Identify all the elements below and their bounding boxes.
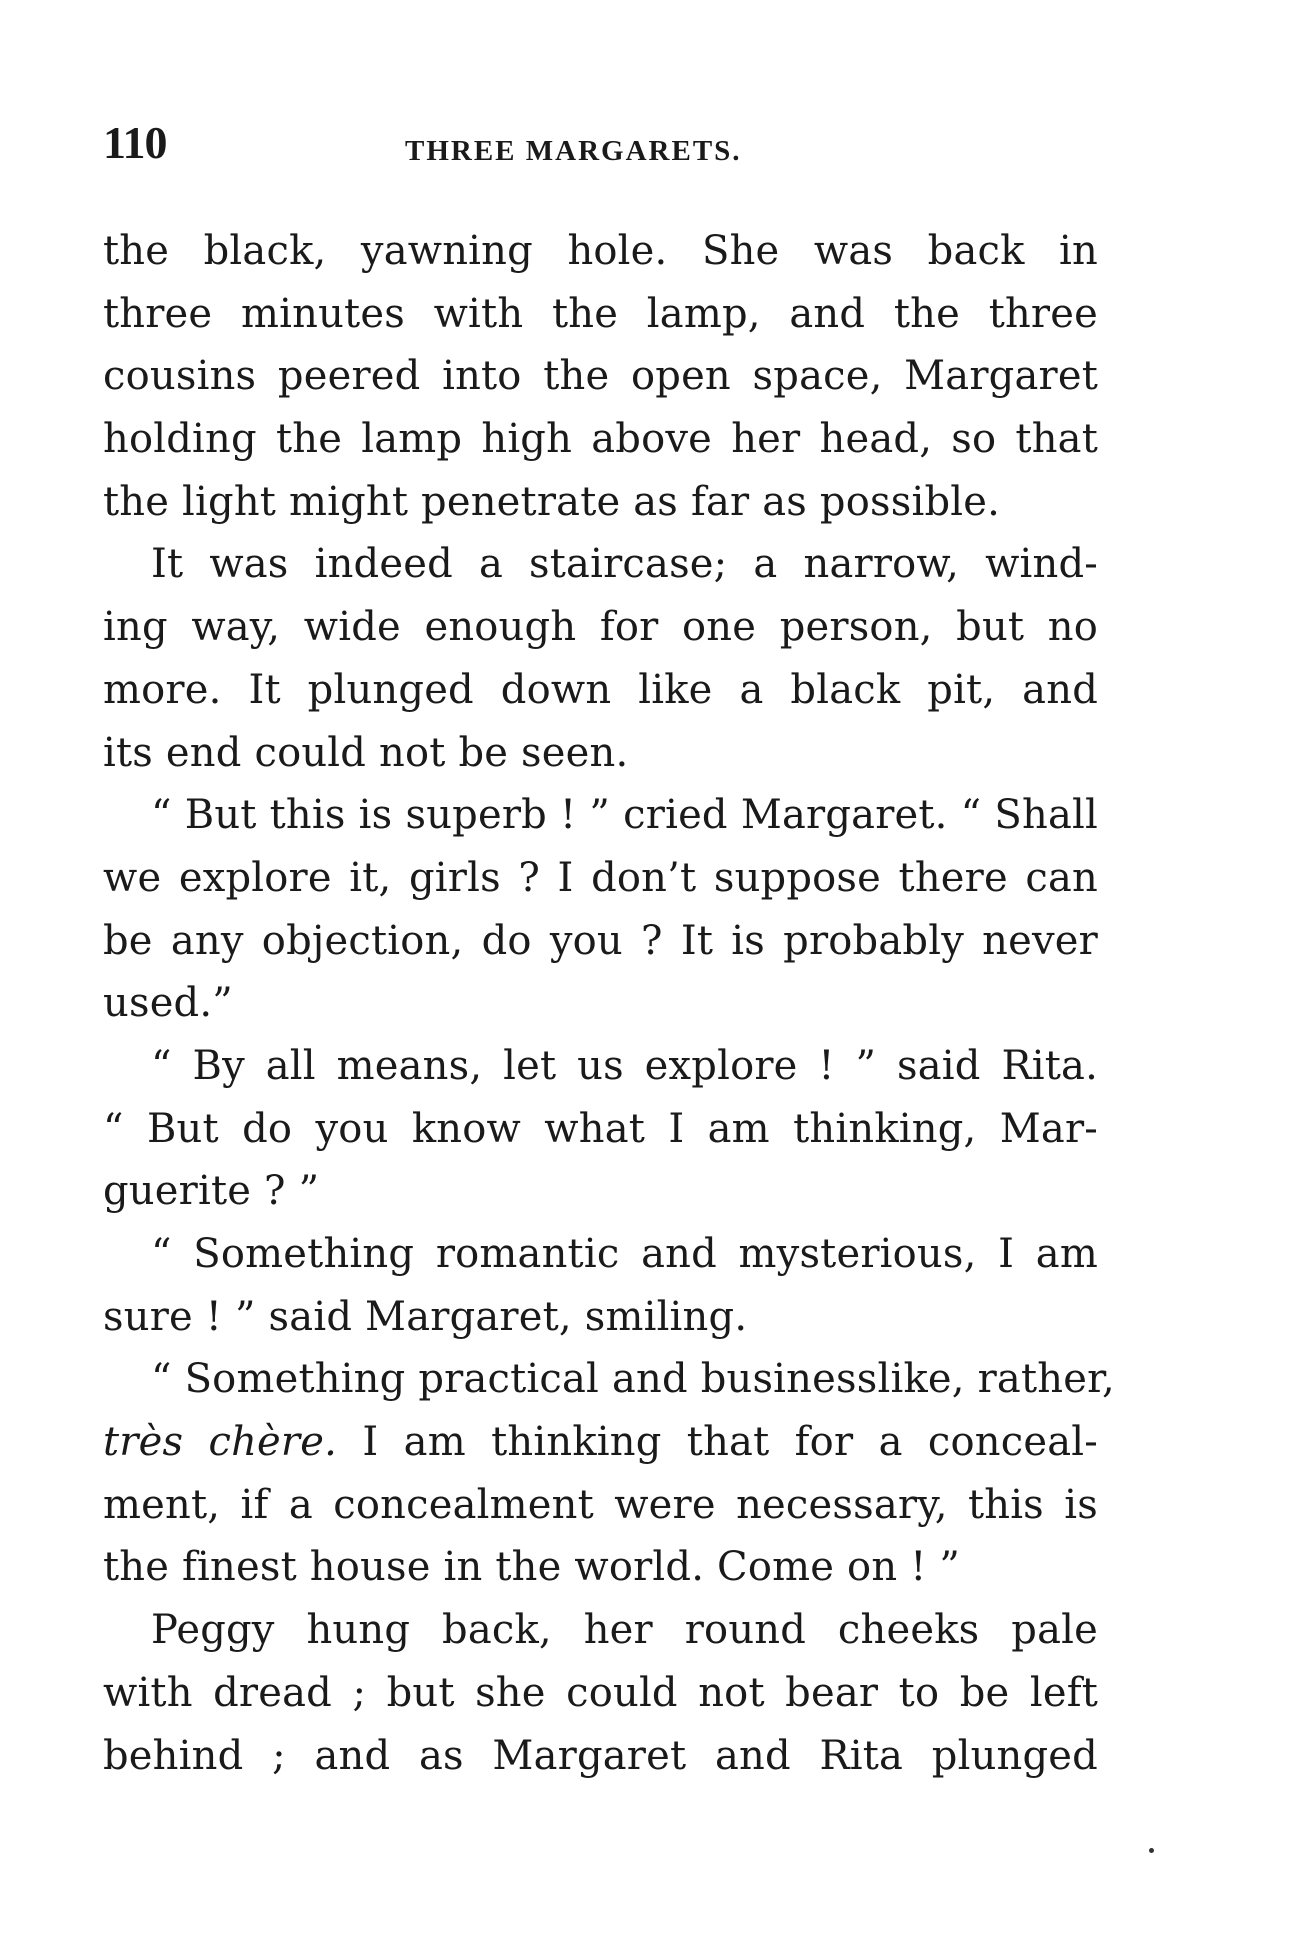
text-line: behind ; and as Margaret and Rita plunged (103, 1732, 1098, 1779)
text-line: sure ! ” said Margaret, smiling. (103, 1293, 748, 1340)
text-line: its end could not be seen. (103, 729, 629, 776)
text-line: the finest house in the world. Come on ! ” (103, 1544, 961, 1591)
text-line: we explore it, girls ? I don’t suppose there can (103, 854, 1098, 901)
text-line: It was indeed a staircase; a narrow, wind- (151, 541, 1098, 588)
page-header (103, 118, 1103, 178)
text-line: the light might penetrate as far as possible. (103, 478, 1001, 525)
text-line: the black, yawning hole. She was back in (103, 228, 1098, 274)
italic-phrase: très chère. (103, 1419, 338, 1466)
text-line: Peggy hung back, her round cheeks pale (151, 1607, 1098, 1654)
body-text (103, 220, 1115, 1787)
text-line (103, 1411, 1098, 1474)
text-line: ing way, wide enough for one person, but no (103, 604, 1098, 651)
text-line: three minutes with the lamp, and the three (103, 290, 1098, 337)
text-line: ment, if a concealment were necessary, this is (103, 1481, 1098, 1528)
text-line: “ But do you know what I am thinking, Mar- (103, 1105, 1098, 1152)
text-line: cousins peered into the open space, Margaret (103, 353, 1098, 400)
text-line: “ Something romantic and mysterious, I am (151, 1231, 1098, 1277)
text-line: “ But this is superb ! ” cried Margaret. “ Shall (151, 792, 1098, 839)
print-speck (1149, 1848, 1154, 1853)
running-title: THREE MARGARETS. (405, 135, 742, 167)
text-line: guerite ? ” (103, 1168, 320, 1215)
text-line: be any objection, do you ? It is probably never (103, 917, 1098, 964)
text-fragment: I am thinking that for a conceal- (337, 1419, 1099, 1466)
text-line: “ By all means, let us explore ! ” said Rita. (151, 1042, 1098, 1089)
text-line: with dread ; but she could not bear to be left (103, 1669, 1098, 1716)
text-line: used.” (103, 980, 233, 1027)
text-line: “ Something practical and businesslike, rather, (151, 1356, 1115, 1403)
text-line: more. It plunged down like a black pit, and (103, 666, 1098, 713)
text-line: holding the lamp high above her head, so that (103, 416, 1098, 463)
page-number: 110 (103, 117, 167, 168)
